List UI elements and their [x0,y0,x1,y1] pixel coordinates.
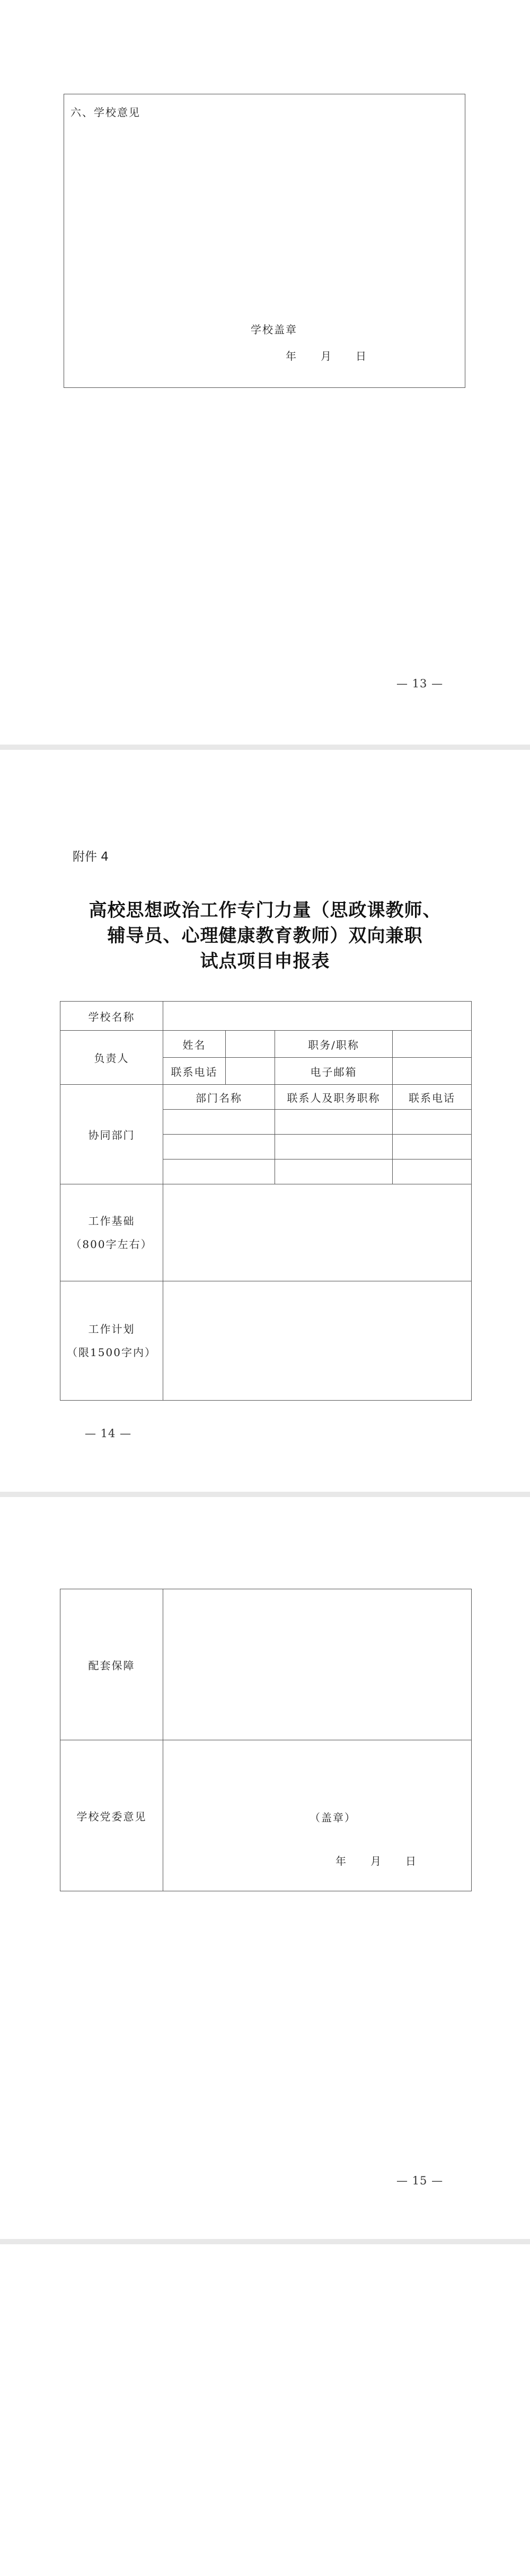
attachment-label: 附件 4 [73,850,109,864]
party-opinion-field[interactable] [163,1740,472,1891]
school-opinion-box [64,94,465,388]
contact-title-header: 联系人及职务职称 [275,1085,393,1110]
dept-name-cell[interactable] [163,1135,275,1159]
work-plan-label-line-2: （限1500字内） [67,1346,156,1359]
position-label: 职务/职称 [275,1031,393,1058]
form-title-line-2: 辅导员、心理健康教育教师）双向兼职 [107,925,423,946]
work-plan-field[interactable] [163,1281,472,1401]
page-number: — 13 — [396,677,444,690]
phone-field[interactable] [226,1058,275,1085]
work-basis-label [60,1184,163,1281]
page-number: — 14 — [85,1427,132,1440]
form-title-line-3: 试点项目申报表 [200,951,330,972]
application-form-table [60,1001,472,1401]
dept-name-cell[interactable] [163,1110,275,1135]
position-field[interactable] [393,1031,472,1058]
approval-table [60,1589,472,1891]
support-field[interactable] [163,1589,472,1740]
contact-title-cell[interactable] [275,1135,393,1159]
leader-label: 负责人 [60,1031,163,1085]
party-opinion-label: 学校党委意见 [60,1740,163,1891]
contact-phone-cell[interactable] [393,1135,472,1159]
form-title-line-1: 高校思想政治工作专门力量（思政课教师、 [89,900,441,921]
support-label: 配套保障 [60,1589,163,1740]
dept-name-cell[interactable] [163,1159,275,1184]
contact-phone-header: 联系电话 [393,1085,472,1110]
stamp-label: （盖章） [310,1811,356,1824]
contact-title-cell[interactable] [275,1110,393,1135]
school-name-label: 学校名称 [60,1002,163,1031]
section-label: 六、学校意见 [70,106,140,119]
document-page-15 [0,1497,530,2239]
date-label: 年 月 日 [335,1855,417,1867]
dept-name-header: 部门名称 [163,1085,275,1110]
email-field[interactable] [393,1058,472,1085]
page-number: — 15 — [396,2174,444,2187]
work-basis-field[interactable] [163,1184,472,1281]
name-label: 姓名 [163,1031,226,1058]
cooperating-dept-label: 协同部门 [60,1085,163,1184]
work-basis-label-line-2: （800字左右） [70,1238,153,1251]
document-page-13 [0,0,530,745]
document-page-14 [0,750,530,1492]
contact-title-cell[interactable] [275,1159,393,1184]
phone-label: 联系电话 [163,1058,226,1085]
work-basis-label-line-1: 工作基础 [88,1215,135,1227]
work-plan-label-line-1: 工作计划 [88,1323,135,1335]
date-label: 年 月 日 [286,350,367,362]
contact-phone-cell[interactable] [393,1110,472,1135]
school-name-field[interactable] [163,1002,472,1031]
email-label: 电子邮箱 [275,1058,393,1085]
document-page-16 [0,2244,530,2576]
contact-phone-cell[interactable] [393,1159,472,1184]
name-field[interactable] [226,1031,275,1058]
seal-label: 学校盖章 [251,323,297,336]
work-plan-label [60,1281,163,1401]
